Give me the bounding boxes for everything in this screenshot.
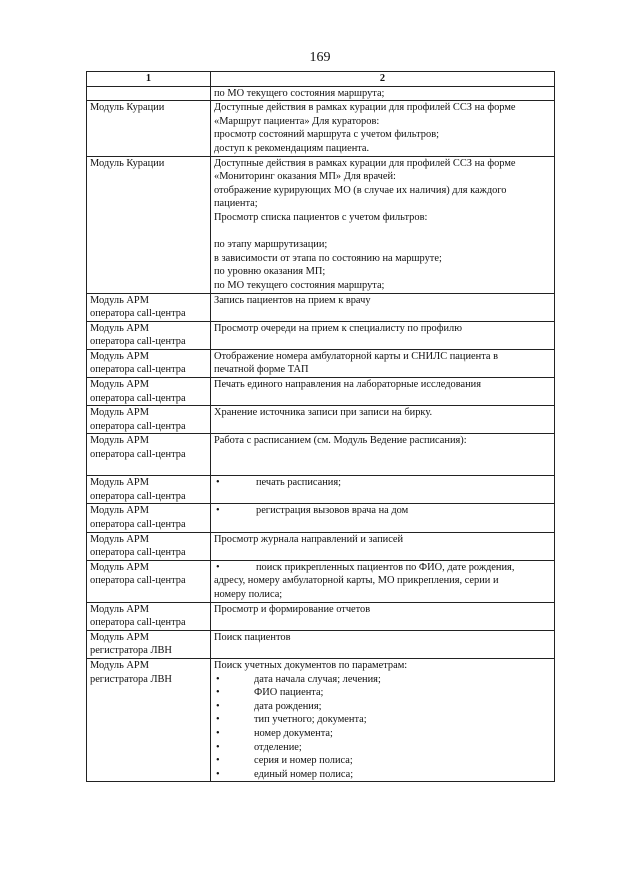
list-item (214, 768, 551, 782)
bullet-icon: • (216, 687, 220, 699)
function-cell (211, 321, 555, 349)
text-line: регистрация вызовов врача на дом (256, 505, 409, 517)
text-line: Модуль АРМ (90, 631, 149, 643)
text-line: Просмотр очереди на прием к специалисту по профилю (214, 322, 462, 334)
text-line: оператора call-центра (90, 308, 186, 320)
column-header-2: 2 (211, 72, 555, 87)
module-cell (87, 378, 211, 406)
text-line: адресу, номеру амбулаторной карты, МО прикрепления, серии и (214, 575, 499, 587)
module-cell (87, 532, 211, 560)
function-cell (211, 156, 555, 293)
text-line: серия и номер полиса; (254, 755, 353, 767)
function-cell (211, 349, 555, 377)
text-line: Модуль АРМ (90, 561, 149, 573)
text-line: Доступные действия в рамках курации для профилей ССЗ на форме (214, 102, 516, 114)
text-line: ФИО пациента; (254, 687, 324, 699)
text-line: дата рождения; (254, 700, 322, 712)
text-line: оператора call-центра (90, 617, 186, 629)
table-row (87, 658, 555, 781)
bullet-icon: • (216, 505, 220, 517)
table-row (87, 156, 555, 293)
module-cell (87, 476, 211, 504)
text-line: Модуль Курации (90, 102, 165, 114)
text-line: Модуль АРМ (90, 294, 149, 306)
module-cell (87, 560, 211, 602)
function-cell (211, 293, 555, 321)
text-line: в зависимости от этапа по состоянию на маршруте; (214, 252, 442, 264)
text-line: Печать единого направления на лабораторные исследования (214, 379, 481, 391)
text-line: Модуль АРМ (90, 477, 149, 489)
module-cell (87, 349, 211, 377)
text-line: поиск прикрепленных пациентов по ФИО, дате рождения, (256, 561, 515, 573)
text-line: Отображение номера амбулаторной карты и СНИЛС пациента в (214, 350, 498, 362)
text-line (214, 448, 551, 462)
table-row (87, 349, 555, 377)
text-line: по МО текущего состояния маршрута; (214, 279, 385, 291)
table-row (87, 86, 555, 101)
table-row (87, 293, 555, 321)
text-line: Модуль АРМ (90, 505, 149, 517)
text-line: по этапу маршрутизации; (214, 239, 328, 251)
table-row (87, 101, 555, 156)
text-line: Просмотр списка пациентов с учетом фильтров: (214, 211, 428, 223)
bullet-icon: • (216, 741, 220, 753)
text-line: по уровню оказания МП; (214, 266, 326, 278)
module-cell (87, 156, 211, 293)
table-row (87, 476, 555, 504)
text-line: регистратора ЛВН (90, 673, 172, 685)
text-line: Модуль АРМ (90, 379, 149, 391)
table-row (87, 630, 555, 658)
text-line: печать расписания; (256, 477, 342, 489)
text-line: оператора call-центра (90, 575, 186, 587)
function-cell (211, 504, 555, 532)
text-line: единый номер полиса; (254, 768, 354, 780)
text-line: Модуль АРМ (90, 603, 149, 615)
text-line: Поиск пациентов (214, 631, 291, 643)
function-cell (211, 434, 555, 476)
text-line: Модуль АРМ (90, 659, 149, 671)
function-cell (211, 86, 555, 101)
table-row (87, 602, 555, 630)
bullet-icon: • (216, 700, 220, 712)
module-cell (87, 434, 211, 476)
text-line: Модуль Курации (90, 157, 165, 169)
text-line: номеру полиса; (214, 588, 283, 600)
text-line: «Маршрут пациента» Для кураторов: (214, 115, 380, 127)
module-cell (87, 630, 211, 658)
function-cell (211, 406, 555, 434)
table-row (87, 406, 555, 434)
text-line: отделение; (254, 741, 302, 753)
text-line: тип учетного; документа; (254, 714, 367, 726)
text-line: оператора call-центра (90, 490, 186, 502)
bullet-icon: • (216, 768, 220, 780)
table-row (87, 321, 555, 349)
table-row (87, 504, 555, 532)
text-line: Поиск учетных документов по параметрам: (214, 659, 408, 671)
module-cell (87, 658, 211, 781)
text-line: Модуль АРМ (90, 322, 149, 334)
text-line: дата начала случая; лечения; (254, 673, 381, 685)
bullet-icon: • (216, 673, 220, 685)
list-item (214, 713, 551, 727)
text-line (214, 225, 551, 239)
list-item (214, 673, 551, 687)
module-cell (87, 504, 211, 532)
text-line: доступ к рекомендациям пациента. (214, 142, 370, 154)
text-line: Модуль АРМ (90, 407, 149, 419)
text-line: оператора call-центра (90, 519, 186, 530)
bullet-icon: • (216, 561, 220, 573)
column-header-1: 1 (87, 72, 211, 87)
module-cell (87, 86, 211, 101)
text-line: Хранение источника записи при записи на бирку. (214, 407, 433, 419)
text-line: Просмотр и формирование отчетов (214, 603, 371, 615)
text-line: оператора call-центра (90, 336, 186, 348)
requirements-table (86, 71, 555, 782)
text-line: просмотр состояний маршрута с учетом фильтров; (214, 129, 439, 141)
text-line: оператора call-центра (90, 449, 186, 461)
function-cell (211, 101, 555, 156)
text-line: оператора call-центра (90, 364, 186, 376)
text-line: Модуль АРМ (90, 533, 149, 545)
text-line: «Мониторинг оказания МП» Для врачей: (214, 171, 396, 183)
text-line: Запись пациентов на прием к врачу (214, 294, 371, 306)
module-cell (87, 293, 211, 321)
function-cell (211, 476, 555, 504)
text-line: оператора call-центра (90, 547, 186, 559)
bullet-item (214, 504, 551, 518)
text-line: по МО текущего состояния маршрута; (214, 87, 385, 99)
table-row (87, 434, 555, 476)
list-item (214, 741, 551, 755)
text-line (214, 462, 551, 476)
page-number: 169 (309, 50, 331, 65)
module-cell (87, 602, 211, 630)
text-line: пациента; (214, 198, 258, 210)
table-row (87, 532, 555, 560)
function-cell (211, 630, 555, 658)
table-header-row (87, 72, 555, 87)
bullet-icon: • (216, 714, 220, 726)
bullet-item (214, 561, 551, 575)
text-line: Просмотр журнала направлений и записей (214, 533, 404, 545)
function-cell (211, 602, 555, 630)
function-cell (211, 532, 555, 560)
list-item (214, 686, 551, 700)
list-item (214, 754, 551, 768)
text-line: Модуль АРМ (90, 350, 149, 362)
text-line: Доступные действия в рамках курации для профилей ССЗ на форме (214, 157, 516, 169)
table-row (87, 560, 555, 602)
text-line: регистратора ЛВН (90, 645, 172, 657)
text-line: отображение курирующих МО (в случае их наличия) для каждого (214, 184, 507, 196)
function-cell (211, 658, 555, 781)
bullet-icon: • (216, 727, 220, 739)
text-line: печатной форме ТАП (214, 364, 309, 376)
function-cell (211, 378, 555, 406)
module-cell (87, 406, 211, 434)
text-line: Работа с расписанием (см. Модуль Ведение расписания): (214, 435, 467, 447)
list-item (214, 727, 551, 741)
bullet-icon: • (216, 755, 220, 767)
text-line: оператора call-центра (90, 392, 186, 404)
text-line: оператора call-центра (90, 420, 186, 432)
module-cell (87, 321, 211, 349)
text-line: номер документа; (254, 727, 333, 739)
bullet-icon: • (216, 477, 220, 489)
bullet-item (214, 476, 551, 490)
function-cell (211, 560, 555, 602)
table-row (87, 378, 555, 406)
module-cell (87, 101, 211, 156)
list-item (214, 700, 551, 714)
text-line: Модуль АРМ (90, 435, 149, 447)
